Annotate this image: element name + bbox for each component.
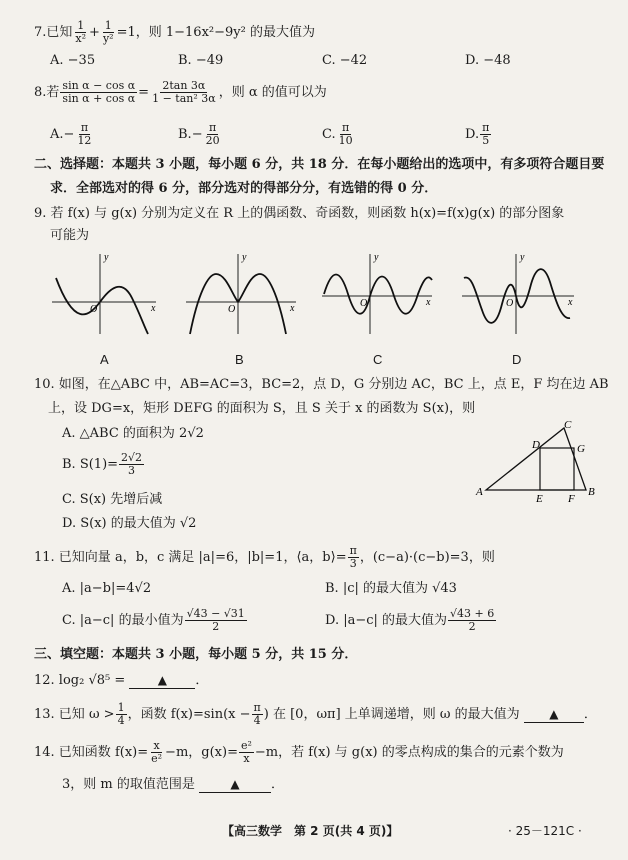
graph-label-c: C — [373, 352, 383, 367]
numerator: x — [153, 739, 160, 752]
curve — [56, 278, 148, 334]
q7-option-a: A. −35 — [50, 53, 96, 68]
q7-option-b: B. −49 — [178, 53, 224, 68]
option-text: D. |a−c| 的最大值为 — [325, 613, 448, 628]
q12-text: 12. log₂ √8⁵ = — [34, 673, 126, 688]
x-axis-label: x — [151, 303, 156, 314]
numerator: π — [208, 121, 217, 134]
q7-option-d: D. −48 — [465, 53, 511, 68]
fraction — [448, 608, 496, 633]
point-e-label: E — [536, 493, 543, 505]
q10-option-d: D. S(x) 的最大值为 √2 — [62, 516, 197, 531]
numerator: 2tan 3α — [162, 79, 206, 92]
origin-label: O — [228, 304, 236, 315]
q8-prefix: 若 — [46, 85, 60, 100]
answer-blank[interactable] — [524, 707, 584, 723]
numerator: sin α − cos α — [62, 79, 136, 92]
section-2-heading-line-2: 求．全部选对的得 6 分，部分选对的得部分分，有选错的得 0 分． — [50, 181, 438, 196]
q13-text-mid: ，函数 f(x)=sin(x − — [127, 707, 251, 722]
numerator: e² — [240, 739, 252, 752]
graph-label-b: B — [235, 352, 244, 367]
vertex-a-label: A — [476, 486, 483, 498]
denominator: x — [243, 752, 250, 765]
q8-equals: = — [138, 85, 150, 100]
numerator: 1 — [104, 19, 112, 32]
question-10-line-1: 10. 如图，在△ABC 中，AB=AC=3，BC=2，点 D，G 分别边 AC，BC 上，点 E，F 均在边 AB — [34, 377, 609, 392]
q13-text-post: ) 在 [0，ωπ] 上单调递增，则 ω 的最大值为 — [263, 707, 520, 722]
graph-label-a: A — [100, 352, 109, 367]
question-12 — [34, 672, 208, 690]
q9-graph-d — [458, 248, 580, 338]
denominator: x² — [75, 32, 87, 45]
q7-prefix: 已知 — [46, 25, 73, 40]
option-label: A. — [50, 127, 64, 142]
graph-label-d: D — [512, 352, 522, 367]
q14-text-post: −m，若 f(x) 与 g(x) 的零点构成的集合的元素个数为 — [254, 745, 564, 760]
denominator: 2 — [468, 620, 476, 633]
fraction — [185, 608, 247, 633]
q7-plus: + — [89, 25, 100, 40]
q9-graph-a — [48, 248, 160, 338]
q7-text: =1，则 1−16x²−9y² 的最大值为 — [116, 25, 315, 40]
y-axis-label: y — [374, 252, 379, 263]
fraction — [480, 122, 491, 147]
q14-text-line2: 3，则 m 的取值范围是 — [62, 777, 195, 792]
fraction — [75, 122, 93, 147]
q11-text-post: ，(c−a)·(c−b)=3，则 — [359, 550, 495, 565]
q7-option-c: C. −42 — [322, 53, 368, 68]
q14-text-mid: −m，g(x)= — [165, 745, 238, 760]
answer-blank[interactable] — [199, 777, 271, 793]
option-sign: − — [191, 127, 203, 142]
denominator: e² — [151, 752, 163, 765]
denominator: 3 — [349, 557, 357, 570]
q11-text-pre: 11. 已知向量 a，b，c 满足 |a|=6，|b|=1，⟨a，b⟩= — [34, 550, 347, 565]
y-axis-label: y — [242, 252, 247, 263]
numerator: π — [342, 121, 350, 134]
answer-blank[interactable] — [129, 673, 195, 689]
q8-text: ，则 α 的值可以为 — [218, 85, 327, 100]
option-text: B. S(1)= — [62, 457, 119, 472]
question-13 — [34, 702, 597, 727]
q11-option-c — [62, 608, 248, 633]
fraction — [239, 740, 254, 765]
option-label: C. — [322, 127, 336, 142]
question-7 — [34, 20, 315, 45]
question-number: 8. — [34, 85, 47, 100]
question-10-line-2: 上，设 DG=x，矩形 DEFG 的面积为 S，且 S 关于 x 的函数为 S(x)，则 — [48, 401, 476, 416]
origin-label: O — [360, 298, 368, 309]
denominator: y² — [102, 32, 114, 45]
numerator: π — [253, 701, 261, 714]
fraction — [252, 702, 263, 727]
point-d-label: D — [532, 439, 540, 451]
fraction — [204, 122, 222, 147]
q14-text-pre: 14. 已知函数 f(x)= — [34, 745, 149, 760]
q11-option-a: A. |a−b|=4√2 — [62, 581, 152, 596]
y-axis-label: y — [104, 252, 109, 263]
point-f-label: F — [568, 493, 575, 505]
q11-option-d — [325, 608, 497, 633]
y-axis-label: y — [520, 252, 525, 263]
option-text: C. |a−c| 的最小值为 — [62, 613, 184, 628]
page-footer: 【高三数学 第 2 页(共 4 页)】 — [222, 824, 399, 838]
q10-option-b — [62, 452, 145, 477]
section-3-heading: 三、填空题：本题共 3 小题，每小题 5 分，共 15 分． — [34, 647, 358, 662]
curve — [324, 275, 432, 314]
vertex-b-label: B — [588, 486, 595, 498]
denominator: 12 — [77, 134, 92, 147]
question-14-line-2 — [62, 776, 284, 794]
q13-text-pre: 13. 已知 ω > — [34, 707, 115, 722]
question-9-line-2: 可能为 — [50, 228, 90, 243]
numerator: 1 — [77, 19, 85, 32]
denominator: 4 — [253, 714, 261, 727]
numerator: 2√2 — [121, 451, 143, 464]
fraction — [116, 702, 127, 727]
denominator: 20 — [205, 134, 220, 147]
denominator: sin α + cos α — [62, 92, 136, 105]
fraction — [101, 20, 116, 45]
q8-option-b — [178, 122, 223, 147]
vertex-c-label: C — [564, 419, 572, 431]
q10-triangle-figure — [470, 418, 600, 506]
fraction — [337, 122, 355, 147]
denominator: 2 — [212, 620, 220, 633]
q8-option-a — [50, 122, 94, 147]
origin-label: O — [90, 304, 98, 315]
q13-end: ． — [583, 707, 597, 722]
numerator: 1 — [117, 701, 125, 714]
fraction — [149, 740, 164, 765]
q14-end: ． — [271, 777, 285, 792]
question-8 — [34, 80, 327, 105]
origin-label: O — [506, 298, 514, 309]
x-axis-label: x — [290, 303, 295, 314]
numerator: √43 + 6 — [450, 607, 495, 620]
numerator: π — [80, 121, 89, 134]
q11-option-b: B. |c| 的最大值为 √43 — [325, 581, 457, 596]
q10-option-a: A. △ABC 的面积为 2√2 — [62, 426, 204, 441]
denominator: 1 − tan² 3α — [152, 92, 216, 105]
point-g-label: G — [577, 443, 585, 455]
q9-graph-b — [182, 248, 302, 338]
denominator: 5 — [482, 134, 490, 147]
numerator: π — [482, 121, 490, 134]
q10-option-c: C. S(x) 先增后减 — [62, 492, 163, 507]
denominator: 3 — [128, 464, 136, 477]
fraction — [348, 545, 359, 570]
denominator: 10 — [338, 134, 353, 147]
option-label: D. — [465, 127, 480, 142]
q12-end: ． — [195, 673, 209, 688]
question-9-line-1: 9. 若 f(x) 与 g(x) 分别为定义在 R 上的偶函数、奇函数，则函数 h(x)=f(x)g(x) 的部分图象 — [34, 206, 565, 221]
triangle-marker: ▲ — [230, 777, 240, 791]
q9-graph-c — [318, 248, 438, 338]
fraction — [73, 20, 88, 45]
x-axis-label: x — [568, 297, 573, 308]
triangle-marker: ▲ — [549, 707, 559, 721]
triangle-marker: ▲ — [157, 673, 167, 687]
triangle-abc — [486, 428, 586, 490]
rectangle-defg — [540, 448, 574, 490]
denominator: 4 — [117, 714, 125, 727]
numerator: π — [349, 544, 357, 557]
q8-option-c — [322, 122, 356, 147]
fraction — [119, 452, 144, 477]
q8-option-d — [465, 122, 492, 147]
option-label: B. — [178, 127, 192, 142]
question-14-line-1 — [34, 740, 564, 765]
x-axis-label: x — [426, 297, 431, 308]
section-2-heading-line-1: 二、选择题：本题共 3 小题，每小题 6 分，共 18 分．在每小题给出的选项中，有多项符合题目要 — [34, 157, 605, 172]
page-code: · 25－121C · — [508, 824, 582, 838]
fraction — [60, 80, 137, 105]
question-number: 7. — [34, 25, 47, 40]
numerator: √43 − √31 — [186, 607, 245, 620]
option-sign: − — [63, 127, 75, 142]
question-11 — [34, 545, 495, 570]
fraction — [150, 80, 218, 105]
